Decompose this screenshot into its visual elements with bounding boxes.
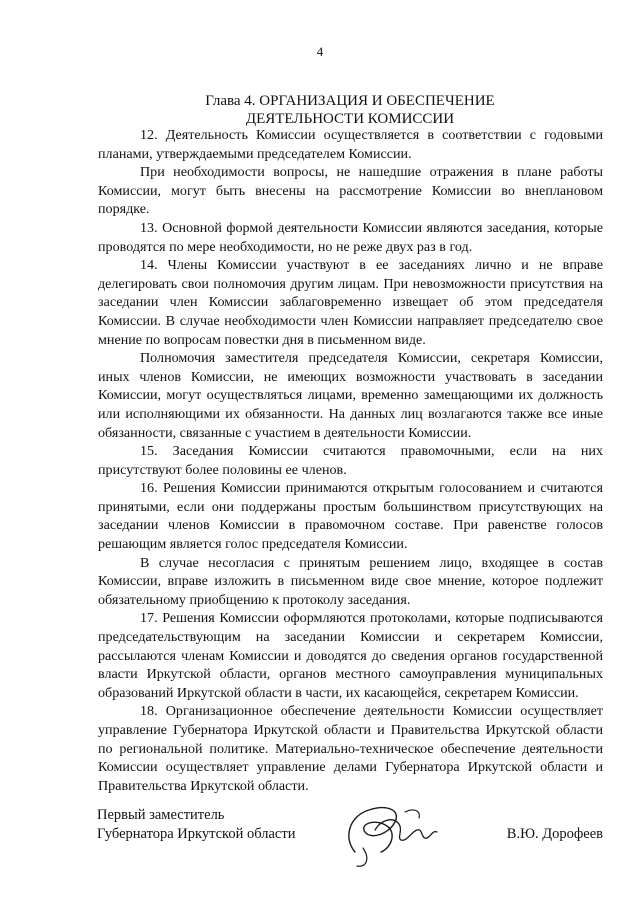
signer-position-line2: Губернатора Иркутской области — [97, 826, 296, 842]
paragraph-12-extra: При необходимости вопросы, не нашедшие отражения в плане работы Комиссии, могут быть внесены на рассмотрение Комиссии во внеплановом порядке. — [98, 164, 603, 218]
paragraph-16: 16. Решения Комиссии принимаются открытым голосованием и считаются принятыми, если они поддержаны простым большинством присутствующих на заседании членов Комиссии в правомочном составе. При равенстве голосов решающим является голос председателя Комиссии. — [98, 480, 603, 553]
chapter-heading-line1: Глава 4. ОРГАНИЗАЦИЯ И ОБЕСПЕЧЕНИЕ — [205, 93, 495, 109]
page-number: 4 — [316, 44, 324, 59]
handwritten-signature — [335, 790, 450, 870]
paragraph-18: 18. Организационное обеспечение деятельности Комиссии осуществляет управление Губернатора Иркутской области и Правительства Иркутской области по региональной политике. Материально-техническое обеспечение деятельности Комиссии осуществляет управление делами Губернатора Иркутской области и Правительства Иркутской области. — [98, 703, 603, 794]
signer-position — [97, 806, 295, 844]
paragraph-13: 13. Основной формой деятельности Комиссии являются заседания, которые проводятся по мере необходимости, но не реже двух раз в год. — [98, 219, 603, 255]
document-body — [98, 126, 603, 795]
signer-name: В.Ю. Дорофеев — [506, 826, 603, 842]
paragraph-14-extra: Полномочия заместителя председателя Комиссии, секретаря Комиссии, иных членов Комиссии, не имеющих возможности участвовать в заседании Комиссии, могут осуществляться лицами, временно замещающими их должность или исполняющими их обязанности. На данных лиц возлагаются также все иные обязанности, связанные с участием в деятельности Комиссии. — [98, 350, 603, 441]
paragraph-15: 15. Заседания Комиссии считаются правомочными, если на них присутствуют более половины ее членов. — [98, 443, 603, 478]
paragraph-17: 17. Решения Комиссии оформляются протоколами, которые подписываются председательствующим на заседании Комиссии и секретарем Комиссии, рассылаются членам Комиссии и доводятся до сведения органов государственной власти Иркутской области, органов местного самоуправления муниципальных образований Иркутской области в части, их касающейся, секретарем Комиссии. — [98, 610, 603, 701]
chapter-heading — [60, 92, 640, 128]
paragraph-14: 14. Члены Комиссии участвуют в ее заседаниях лично и не вправе делегировать свои полномочия другим лицам. При невозможности присутствия на заседании член Комиссии заблаговременно извещает об этом председателя Комиссии. В случае необходимости член Комиссии направляет председателю свое мнение по вопросам повестки дня в письменном виде. — [98, 257, 603, 348]
chapter-heading-line2: ДЕЯТЕЛЬНОСТИ КОМИССИИ — [245, 111, 455, 127]
signer-position-line1: Первый заместитель — [97, 807, 225, 823]
paragraph-16-extra: В случае несогласия с принятым решением лицо, входящее в состав Комиссии, вправе изложить в письменном виде свое мнение, которое подлежит обязательному приобщению к протоколу заседания. — [98, 554, 603, 608]
paragraph-12: 12. Деятельность Комиссии осуществляется в соответствии с годовыми планами, утверждаемыми председателем Комиссии. — [98, 127, 603, 162]
